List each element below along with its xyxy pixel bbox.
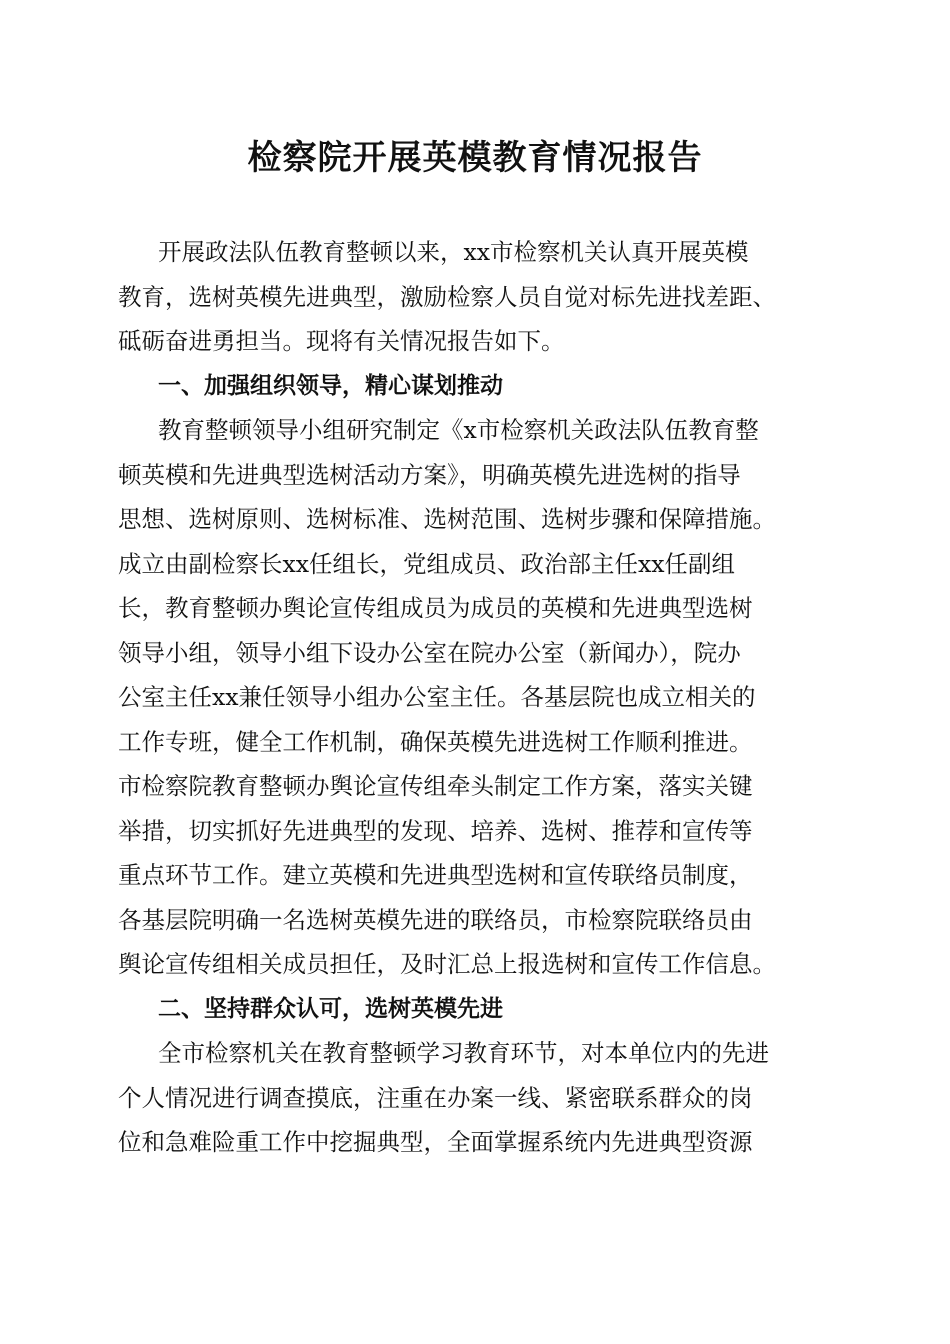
paragraph-line: 顿英模和先进典型选树活动方案》，明确英模先进选树的指导 <box>118 461 741 489</box>
paragraph-line: 教育，选树英模先进典型，激励检察人员自觉对标先进找差距、 <box>118 283 776 311</box>
paragraph-line: 各基层院明确一名选树英模先进的联络员，市检察院联络员由 <box>118 906 753 934</box>
paragraph-line: 开展政法队伍教育整顿以来，xx市检察机关认真开展英模 <box>158 238 749 266</box>
paragraph-line: 成立由副检察长xx任组长，党组成员、政治部主任xx任副组 <box>118 550 736 578</box>
paragraph-line: 教育整顿领导小组研究制定《x市检察机关政法队伍教育整 <box>158 416 759 444</box>
document-title: 检察院开展英模教育情况报告 <box>247 138 703 178</box>
paragraph-line: 公室主任xx兼任领导小组办公室主任。各基层院也成立相关的 <box>118 683 756 711</box>
paragraph-line: 市检察院教育整顿办舆论宣传组牵头制定工作方案，落实关键 <box>118 772 753 800</box>
paragraph-line: 砥砺奋进勇担当。现将有关情况报告如下。 <box>118 327 565 355</box>
section-heading-1: 一、加强组织领导，精心谋划推动 <box>158 373 503 399</box>
paragraph-line: 舆论宣传组相关成员担任，及时汇总上报选树和宣传工作信息。 <box>118 950 776 978</box>
paragraph-line: 领导小组，领导小组下设办公室在院办公室（新闻办），院办 <box>118 639 741 667</box>
paragraph-line: 工作专班，健全工作机制，确保英模先进选树工作顺利推进。 <box>118 728 753 756</box>
paragraph-line: 个人情况进行调查摸底，注重在办案一线、紧密联系群众的岗 <box>118 1084 753 1112</box>
paragraph-line: 全市检察机关在教育整顿学习教育环节，对本单位内的先进 <box>158 1039 769 1067</box>
paragraph-line: 重点环节工作。建立英模和先进典型选树和宣传联络员制度， <box>118 861 753 889</box>
paragraph-line: 位和急难险重工作中挖掘典型，全面掌握系统内先进典型资源 <box>118 1128 753 1156</box>
paragraph-line: 举措，切实抓好先进典型的发现、培养、选树、推荐和宣传等 <box>118 817 753 845</box>
section-heading-2: 二、坚持群众认可，选树英模先进 <box>158 996 503 1022</box>
paragraph-line: 长，教育整顿办舆论宣传组成员为成员的英模和先进典型选树 <box>118 594 753 622</box>
paragraph-line: 思想、选树原则、选树标准、选树范围、选树步骤和保障措施。 <box>118 505 776 533</box>
